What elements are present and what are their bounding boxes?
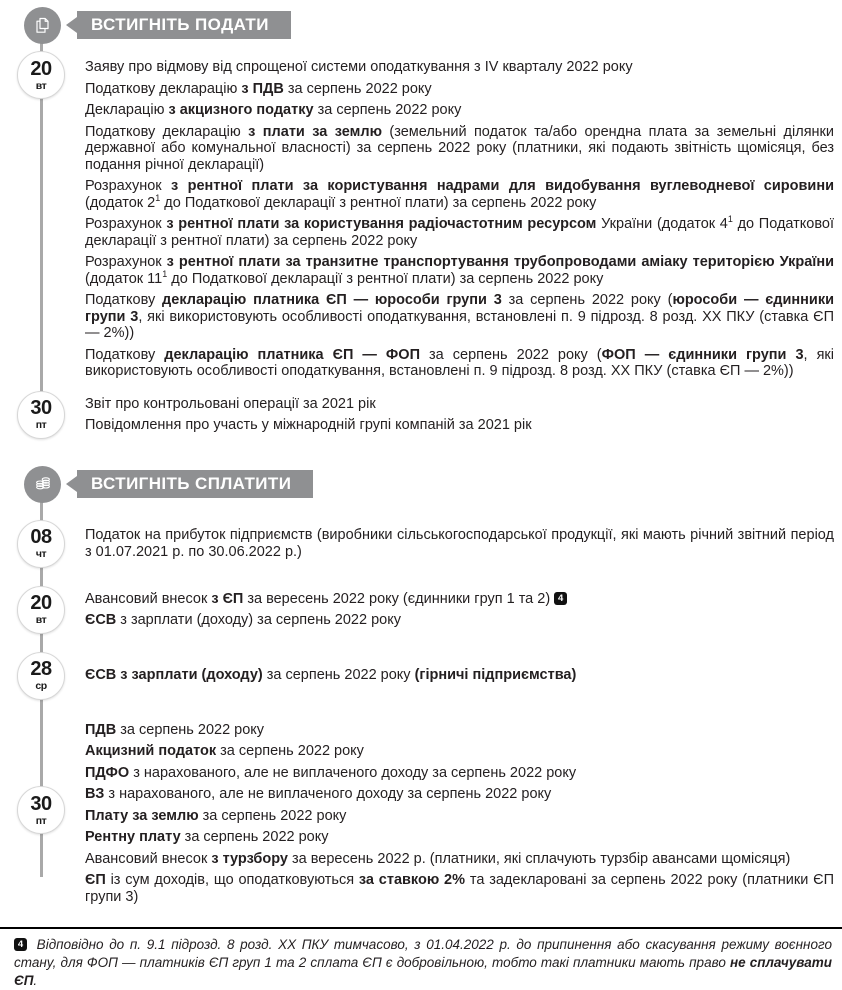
deadline-item: ВЗ з нарахованого, але не виплаченого доходу за серпень 2022 року [85, 786, 552, 802]
deadline-item: Розрахунок з рентної плати за користування радіочастотним ресурсом України (додаток $4^1$ до Податкової декларації з рентної плати) за серпень 2022 року [85, 214, 834, 249]
footnote-marker-badge: 4 [554, 592, 567, 605]
deadline-item: Рентну плату за серпень 2022 року [85, 829, 329, 845]
deadline-item: Заяву про відмову від спрощеної системи оподаткування з IV кварталу 2022 року [85, 59, 633, 75]
deadline-item: Акцизний податок за серпень 2022 року [85, 743, 364, 759]
deadline-group-20 [30, 584, 834, 636]
date-badge [17, 586, 65, 634]
section-title: ВСТИГНІТЬ СПЛАТИТИ [91, 473, 292, 493]
section-title: ВСТИГНІТЬ ПОДАТИ [91, 15, 269, 34]
deadline-item: ЄСВ з зарплати (доходу) за серпень 2022 року [85, 612, 401, 628]
deadline-item: Податок на прибуток підприємств (виробники сільськогосподарської продукції, які мають річний звітний період з 01.07.2021 р. по 30.06.2022 р.) [85, 527, 834, 560]
date-day: 20 [30, 57, 52, 80]
deadline-items [85, 518, 834, 570]
deadline-group-30 [30, 716, 835, 906]
date-badge [17, 652, 65, 700]
date-day: 30 [30, 397, 52, 420]
deadline-item: Податкову декларацію платника ЄП — ФОП за серпень 2022 року (ФОП — єдинники групи 3, які використовують особливості оподаткування, встановлені п. 9 підрозд. 8 розд. XX ПКУ (ставка ЄП — 2%)) [85, 346, 834, 379]
footnote-marker-badge: 4 [14, 938, 27, 951]
date-badge [17, 520, 65, 568]
date-weekday: чт [35, 548, 47, 561]
date-weekday: пт [35, 419, 47, 432]
date-day: 08 [30, 526, 52, 549]
section-header [0, 466, 834, 502]
section-banner [77, 11, 291, 39]
footnote [0, 927, 842, 990]
deadline-group-20 [30, 57, 835, 380]
deadline-items [85, 584, 834, 636]
coins-icon [24, 466, 61, 503]
date-weekday: пт [35, 815, 47, 827]
deadline-groups [30, 57, 835, 434]
deadline-item: Податкову декларацію з ПДВ за серпень 2022 року [85, 80, 432, 97]
deadline-item: Розрахунок з рентної плати за транзитне транспортування трубопроводами аміаку територією України (додаток $11^1$ до Податкової декларації з рентної плати) за серпень 2022 року [85, 254, 835, 287]
deadline-item: Плату за землю за серпень 2022 року [85, 807, 347, 824]
deadline-item: Повідомлення про участь у міжнародній групі компаній за 2021 рік [85, 417, 532, 433]
date-weekday: ср [35, 680, 47, 693]
deadline-item: Звіт про контрольовані операції за 2021 рік [85, 395, 376, 412]
date-weekday: вт [35, 614, 47, 627]
deadline-item: ЄП із сум доходів, що оподатковуються за ставкою 2% та задекларовані за серпень 2022 року (платники ЄП групи 3) [85, 872, 835, 905]
section-header [0, 7, 834, 43]
section-banner [77, 470, 313, 498]
deadline-item: Авансовий внесок з ЄП за вересень 2022 року (єдинники груп 1 та 2) 4 [85, 591, 834, 608]
date-badge [17, 786, 65, 834]
footnote-text: 4 Відповідно до п. 9.1 підрозд. 8 розд. XX ПКУ тимчасово, з 01.04.2022 р. до припинення або скасування режиму воєнного стану, для ФОП — платників ЄП груп 1 та 2 сплата ЄП є добровільною, тобто такі платники мають право не сплачувати ЄП. [14, 937, 832, 988]
deadline-item: ЄСВ з зарплати (доходу) за серпень 2022 року (гірничі підприємства) [85, 667, 577, 684]
deadline-item: Декларацію з акцизного податку за серпень 2022 року [85, 102, 462, 118]
deadline-items [85, 396, 834, 434]
deadline-item: Розрахунок з рентної плати за користування надрами для видобування вуглеводневої сировини (додаток $2^1$ до Податкової декларації з рентної плати) за серпень 2022 року [85, 178, 835, 211]
deadline-item: Авансовий внесок з турзбору за вересень 2022 р. (платники, які сплачують турзбір авансами щомісяця) [85, 850, 791, 867]
deadline-items [85, 59, 834, 380]
date-day: 28 [30, 658, 52, 681]
deadline-item: ПДФО з нарахованого, але не виплаченого доходу за серпень 2022 року [85, 764, 577, 781]
deadline-item: Податкову декларацію платника ЄП — юрособи групи 3 за серпень 2022 року (юрособи — єдинники групи 3, які використовують особливості оподаткування, встановлені п. 9 підрозд. 8 розд. XX ПКУ (ставка ЄП — 2%)) [85, 292, 835, 341]
date-day: 30 [30, 793, 52, 815]
deadline-item: Податкову декларацію з плати за землю (земельний податок та/або орендна плата за земельні ділянки державної або комунальної власності) за серпень 2022 року (платники, які подають звітність щомісяця, без подання річної декларації) [85, 123, 834, 173]
deadline-group-28 [30, 650, 834, 702]
section-pay-deadlines [0, 466, 842, 906]
deadline-groups [30, 518, 835, 906]
date-badge [17, 391, 65, 439]
deadline-group-30 [30, 395, 834, 434]
deadline-group-08 [30, 518, 834, 570]
date-day: 20 [30, 592, 52, 615]
date-badge [17, 51, 65, 99]
date-weekday: вт [35, 79, 47, 92]
documents-icon [24, 7, 61, 44]
deadline-items [85, 650, 834, 702]
deadline-items [85, 716, 834, 906]
section-submit-deadlines [0, 7, 842, 434]
deadline-item: ПДВ за серпень 2022 року [85, 721, 265, 738]
